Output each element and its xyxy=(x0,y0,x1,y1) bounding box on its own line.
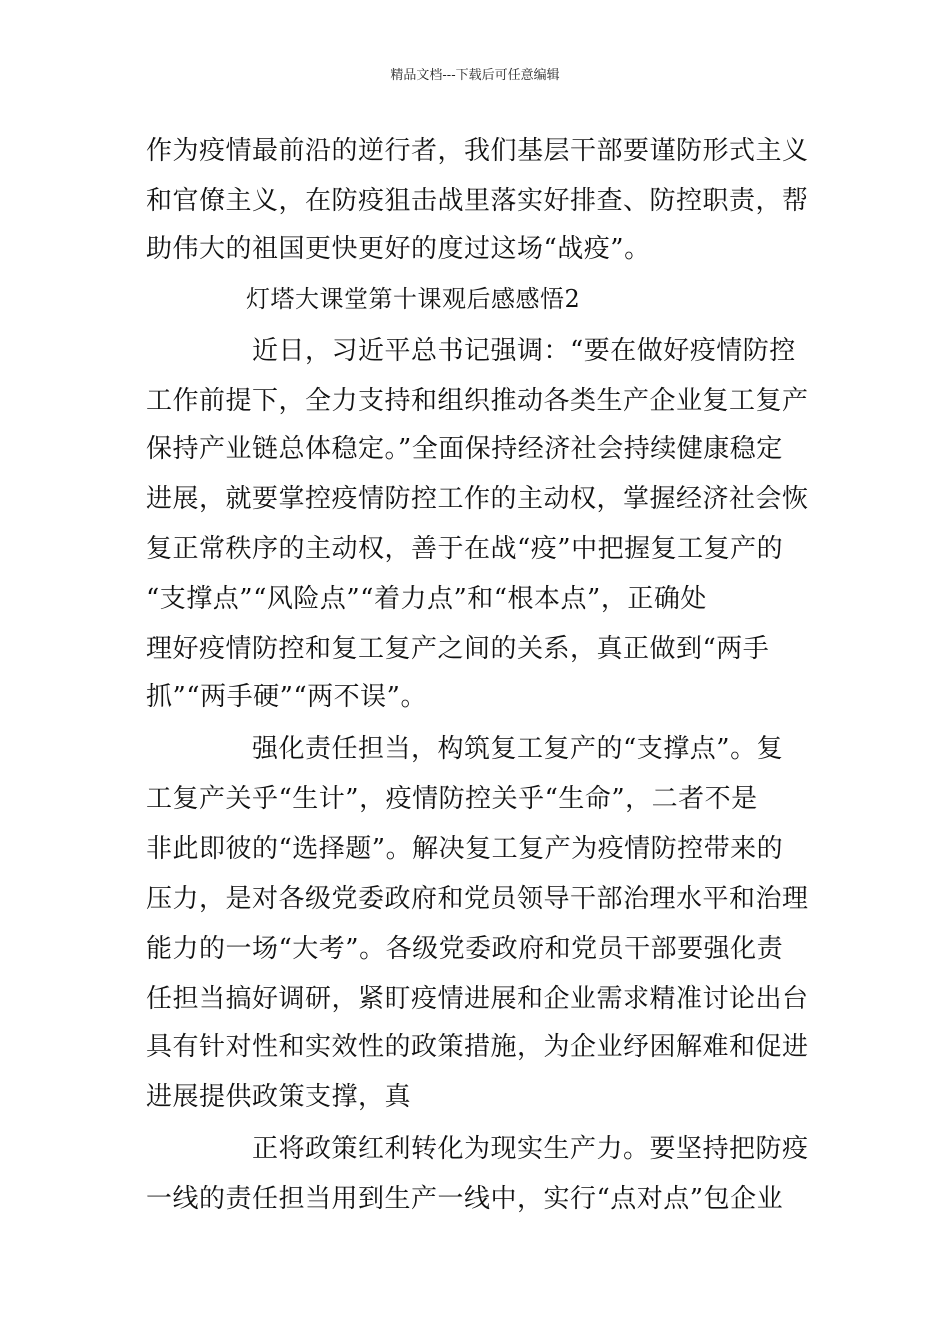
text-line: 作为疫情最前沿的逆行者，我们基层干部要谨防形式主义 xyxy=(146,136,809,166)
text-line: 理好疫情防控和复工复产之间的关系，真正做到“两手 xyxy=(146,634,770,664)
text-line: 一线的责任担当用到生产一线中，实行“点对点”包企业 xyxy=(146,1184,784,1214)
text-line: 进展提供政策支撑，真 xyxy=(146,1082,412,1112)
text-line: 工作前提下，全力支持和组织推动各类生产企业复工复产 xyxy=(146,386,809,416)
text-line: 任担当搞好调研，紧盯疫情进展和企业需求精准讨论出台 xyxy=(146,984,809,1014)
text-line: 非此即彼的“选择题”。解决复工复产为疫情防控带来的 xyxy=(146,834,784,864)
section-heading: 灯塔大课堂第十课观后感感悟2 xyxy=(246,285,581,313)
text-line: 复正常秩序的主动权，善于在战“疫”中把握复工复产的 xyxy=(146,534,784,564)
text-line: 保持产业链总体稳定。”全面保持经济社会持续健康稳定 xyxy=(146,434,783,464)
text-line: 抓”“两手硬”“两不误”。 xyxy=(146,682,427,712)
text-line: 工复产关乎“生计”，疫情防控关乎“生命”，二者不是 xyxy=(146,784,758,814)
text-line: 助伟大的祖国更快更好的度过这场“战疫”。 xyxy=(146,234,651,264)
text-line: 具有针对性和实效性的政策措施，为企业纾困解难和促进 xyxy=(146,1032,809,1062)
text-line: 压力，是对各级党委政府和党员领导干部治理水平和治理 xyxy=(146,884,809,914)
text-line: 正将政策红利转化为现实生产力。要坚持把防疫 xyxy=(252,1134,809,1164)
text-line: “支撑点”“风险点”“着力点”和“根本点”，正确处 xyxy=(146,584,707,614)
text-line: 能力的一场“大考”。各级党委政府和党员干部要强化责 xyxy=(146,934,784,964)
text-line: 和官僚主义，在防疫狙击战里落实好排查、防控职责，帮 xyxy=(146,186,809,216)
text-line: 近日，习近平总书记强调：“要在做好疫情防控 xyxy=(252,336,796,366)
page-header: 精品文档---下载后可任意编辑 xyxy=(390,68,560,83)
text-line: 强化责任担当，构筑复工复产的“支撑点”。复 xyxy=(252,734,784,764)
text-line: 进展，就要掌控疫情防控工作的主动权，掌握经济社会恢 xyxy=(146,484,809,514)
